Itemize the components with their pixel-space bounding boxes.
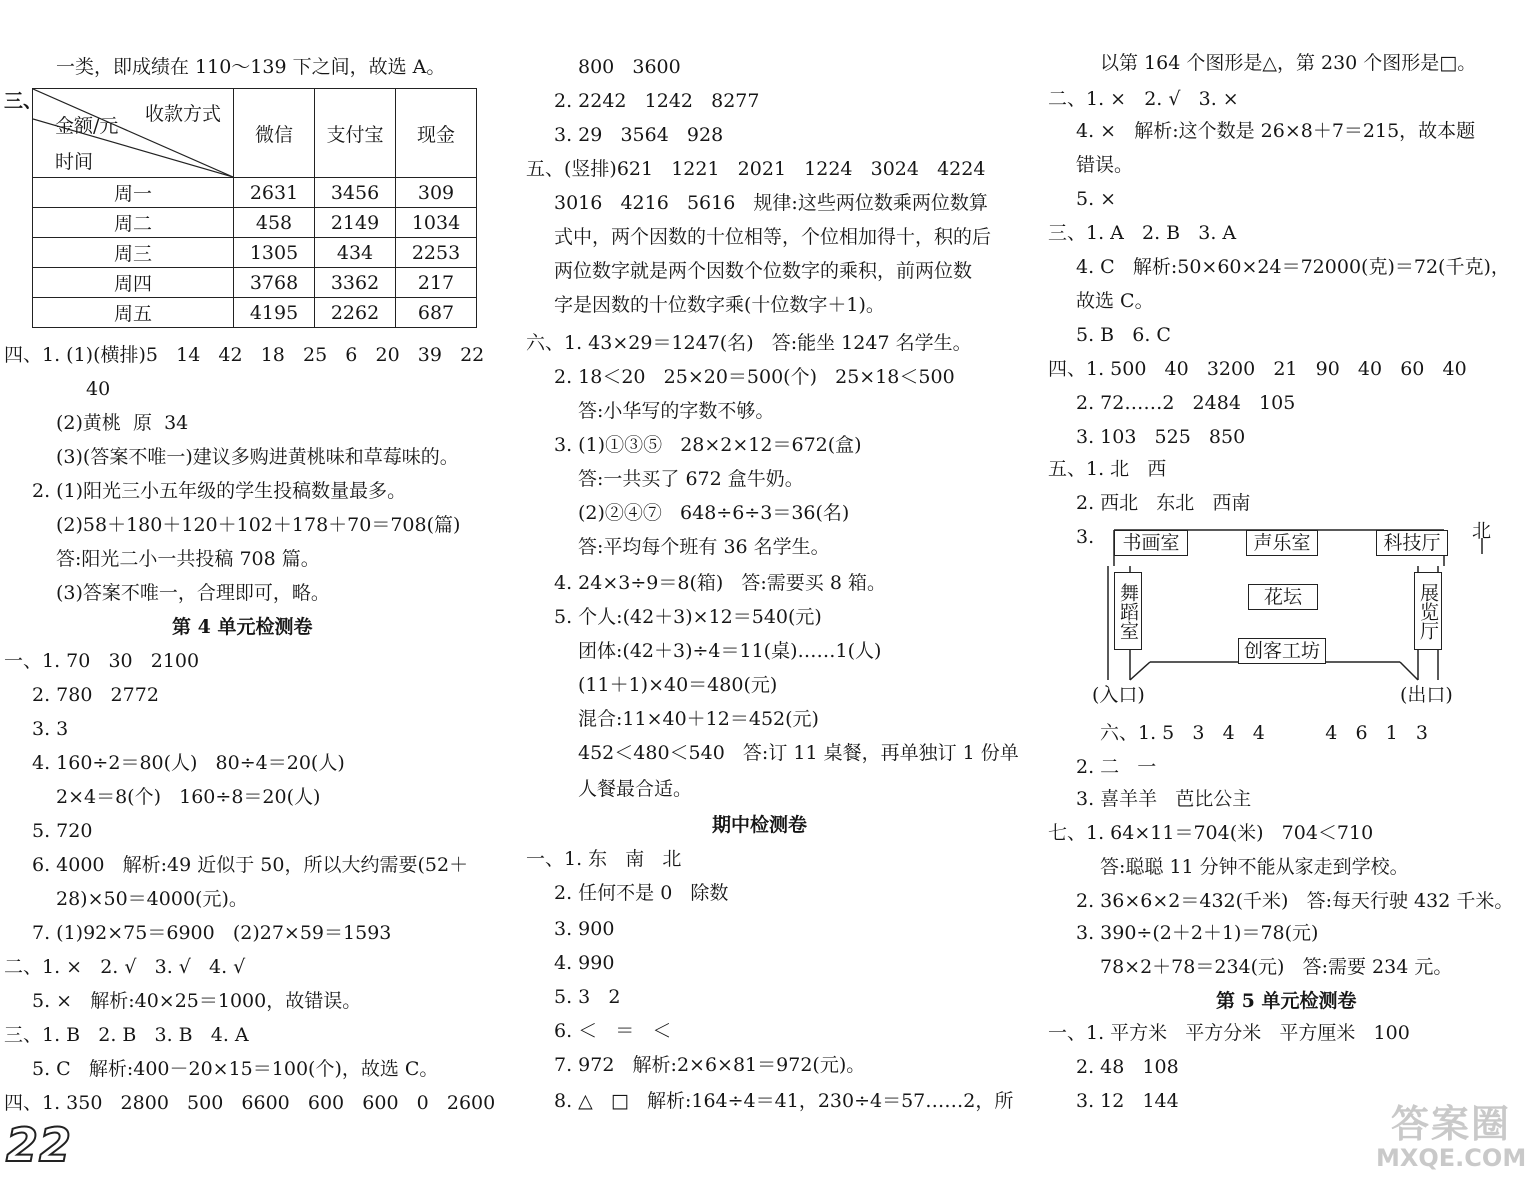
section-heading: 期中检测卷 <box>712 814 808 836</box>
text-line: 一、1. 70 30 2100 <box>4 650 200 672</box>
text-line: 2. 二 一 <box>1076 756 1157 778</box>
text-line: 式中，两个因数的十位相等，个位相加得十，积的后 <box>554 226 992 248</box>
text-line: 错误。 <box>1076 154 1134 176</box>
watermark-url: MXQE.COM <box>1376 1144 1527 1172</box>
text-line: 答:聪聪 11 分钟不能从家走到学校。 <box>1100 856 1409 878</box>
text-line: 一、1. 东 南 北 <box>526 848 682 870</box>
room-calligraphy: 书画室 <box>1114 530 1188 556</box>
row-day: 周三 <box>33 238 234 268</box>
text-line: 2. 西北 东北 西南 <box>1076 492 1251 514</box>
row-day: 周五 <box>33 298 234 328</box>
text-line: 3016 4216 5616 规律:这些两位数乘两位数算 <box>554 192 988 214</box>
text-line: 2×4＝8(个) 160÷8＝20(人) <box>56 786 321 808</box>
text-line: 3. 900 <box>554 918 615 940</box>
watermark <box>1376 1103 1526 1171</box>
text-line: 答:小华写的字数不够。 <box>578 400 775 422</box>
table-cell: 2149 <box>315 208 396 238</box>
text-line: 40 <box>86 378 111 400</box>
text-line: 团体:(42＋3)÷4＝11(桌)……1(人) <box>578 640 882 662</box>
text-line: 5. × <box>1076 188 1117 210</box>
text-line: 5. 个人:(42＋3)×12＝540(元) <box>554 606 822 628</box>
section-heading: 第 5 单元检测卷 <box>1216 990 1357 1012</box>
text-line: 四、1. 350 2800 500 6600 600 600 0 2600 <box>4 1092 496 1114</box>
text-line: 2. 任何不是 0 除数 <box>554 882 729 904</box>
text-line: 混合:11×40＋12＝452(元) <box>578 708 819 730</box>
text-line: 6. 4000 解析:49 近似于 50，所以大约需要(52＋ <box>32 854 469 876</box>
room-maker-workshop: 创客工坊 <box>1238 638 1326 664</box>
text-line: 六、1. 5 3 4 4 4 6 1 3 <box>1100 722 1428 744</box>
text-line: 4. × 解析:这个数是 26×8＋7＝215，故本题 <box>1076 120 1476 142</box>
text-line: (2)58＋180＋120＋102＋178＋70＝708(篇) <box>56 514 461 536</box>
row-day: 周四 <box>33 268 234 298</box>
text-line: 5. 3 2 <box>554 986 621 1008</box>
text-line: 五、(竖排)621 1221 2021 1224 3024 4224 <box>526 158 986 180</box>
text-line: 5. 720 <box>32 820 93 842</box>
school-map-diagram <box>1092 520 1524 712</box>
table-cell: 2253 <box>396 238 477 268</box>
table-diagonal-header <box>33 89 234 178</box>
text-line: 28)×50＝4000(元)。 <box>56 888 248 910</box>
text-line: 答:一共买了 672 盒牛奶。 <box>578 468 804 490</box>
text-line: (3)(答案不唯一)建议多购进黄桃味和草莓味的。 <box>56 446 459 468</box>
text-line: 4. 990 <box>554 952 615 974</box>
text-line: 2. (1)阳光三小五年级的学生投稿数量最多。 <box>32 480 407 502</box>
text-line: 四、1. (1)(横排)5 14 42 18 25 6 20 39 22 <box>4 344 485 366</box>
text-line: 3. 390÷(2＋2＋1)＝78(元) <box>1076 922 1319 944</box>
text-line: 7. (1)92×75＝6900 (2)27×59＝1593 <box>32 922 392 944</box>
table-row <box>33 298 477 328</box>
text-line: (2)黄桃 原 34 <box>56 412 189 434</box>
table-cell: 1305 <box>234 238 315 268</box>
text-line: 字是因数的十位数字乘(十位数字＋1)。 <box>554 294 885 316</box>
text-line: 故选 C。 <box>1076 290 1154 312</box>
text-line: 78×2＋78＝234(元) 答:需要 234 元。 <box>1100 956 1453 978</box>
text-line: 800 3600 <box>578 56 681 78</box>
table-row <box>33 238 477 268</box>
column-header: 微信 <box>234 89 315 178</box>
text-line: 4. C 解析:50×60×24＝72000(克)＝72(千克)， <box>1076 256 1510 278</box>
table-row <box>33 268 477 298</box>
text-line: 5. × 解析:40×25＝1000，故错误。 <box>32 990 362 1012</box>
text-line: 三、1. B 2. B 3. B 4. A <box>4 1024 249 1046</box>
text-line: 答:阳光二小一共投稿 708 篇。 <box>56 548 320 570</box>
table-row <box>33 208 477 238</box>
north-label: 北 <box>1472 520 1492 542</box>
table-cell: 2262 <box>315 298 396 328</box>
text-line: 四、1. 500 40 3200 21 90 40 60 40 <box>1048 358 1467 380</box>
text-line: 2. 72……2 2484 105 <box>1076 392 1296 414</box>
text-line: 4. 160÷2＝80(人) 80÷4＝20(人) <box>32 752 345 774</box>
question-number: 3. <box>1076 526 1095 548</box>
header-amount: 金额/元 <box>55 115 119 137</box>
table-cell: 217 <box>396 268 477 298</box>
text-line: 7. 972 解析:2×6×81＝972(元)。 <box>554 1054 866 1076</box>
text-line: 2. 780 2772 <box>32 684 159 706</box>
table-cell: 1034 <box>396 208 477 238</box>
text-line: (3)答案不唯一，合理即可，略。 <box>56 582 330 604</box>
table-cell: 3456 <box>315 178 396 208</box>
table-cell: 2631 <box>234 178 315 208</box>
text-line: 七、1. 64×11＝704(米) 704＜710 <box>1048 822 1374 844</box>
text-line: 3. 103 525 850 <box>1076 426 1246 448</box>
text-line: 二、1. × 2. √ 3. × <box>1048 88 1239 110</box>
text-line: 六、1. 43×29＝1247(名) 答:能坐 1247 名学生。 <box>526 332 972 354</box>
text-line: 3. (1)①③⑤ 28×2×12＝672(盒) <box>554 434 862 456</box>
text-line: 一类，即成绩在 110～139 下之间，故选 A。 <box>56 56 446 78</box>
table-cell: 434 <box>315 238 396 268</box>
text-line: (11＋1)×40＝480(元) <box>578 674 778 696</box>
text-line: 2. 48 108 <box>1076 1056 1179 1078</box>
text-line: 6. ＜ ＝ ＜ <box>554 1020 672 1042</box>
text-line: 5. B 6. C <box>1076 324 1171 346</box>
text-line: 答:平均每个班有 36 名学生。 <box>578 536 830 558</box>
room-science: 科技厅 <box>1376 530 1448 556</box>
entrance-label: (入口) <box>1092 684 1145 706</box>
text-line: 三、1. A 2. B 3. A <box>1048 222 1237 244</box>
header-time: 时间 <box>55 151 94 173</box>
text-line: 452＜480＜540 答:订 11 桌餐，再单独订 1 份单 <box>578 742 1019 764</box>
text-line: 人餐最合适。 <box>578 778 693 800</box>
text-line: 以第 164 个图形是△，第 230 个图形是□。 <box>1100 52 1477 74</box>
row-day: 周一 <box>33 178 234 208</box>
text-line: 五、1. 北 西 <box>1048 458 1167 480</box>
text-line: 3. 3 <box>32 718 69 740</box>
text-line: 3. 喜羊羊 芭比公主 <box>1076 788 1252 810</box>
table-row <box>33 178 477 208</box>
table-cell: 309 <box>396 178 477 208</box>
payment-table <box>32 88 477 328</box>
room-vocal-music: 声乐室 <box>1246 530 1318 556</box>
text-line: 一、1. 平方米 平方分米 平方厘米 100 <box>1048 1022 1410 1044</box>
room-dance: 舞蹈室 <box>1114 572 1142 650</box>
text-line: 5. C 解析:400－20×15＝100(个)，故选 C。 <box>32 1058 439 1080</box>
section-heading: 第 4 单元检测卷 <box>172 616 313 638</box>
table-cell: 3768 <box>234 268 315 298</box>
exit-label: (出口) <box>1400 684 1453 706</box>
column-header: 现金 <box>396 89 477 178</box>
table-cell: 3362 <box>315 268 396 298</box>
text-line: (2)②④⑦ 648÷6÷3＝36(名) <box>578 502 850 524</box>
page-number: 22 <box>6 1118 73 1172</box>
text-line: 8. △ □ 解析:164÷4＝41，230÷4＝57……2，所 <box>554 1090 1014 1112</box>
text-line: 3. 12 144 <box>1076 1090 1179 1112</box>
text-line: 2. 2242 1242 8277 <box>554 90 760 112</box>
text-line: 2. 36×6×2＝432(千米) 答:每天行驶 432 千米。 <box>1076 890 1514 912</box>
row-day: 周二 <box>33 208 234 238</box>
table-cell: 4195 <box>234 298 315 328</box>
text-line: 4. 24×3÷9＝8(箱) 答:需要买 8 箱。 <box>554 572 886 594</box>
text-line: 两位数字就是两个因数个位数字的乘积，前两位数 <box>554 260 973 282</box>
text-line: 二、1. × 2. √ 3. √ 4. √ <box>4 956 246 978</box>
room-exhibition: 展览厅 <box>1414 572 1442 650</box>
watermark-title: 答案圈 <box>1390 1102 1511 1146</box>
header-payment-method: 收款方式 <box>145 103 222 125</box>
text-line: 3. 29 3564 928 <box>554 124 724 146</box>
section-label: 三、 <box>4 90 43 112</box>
text-line: 2. 18＜20 25×20＝500(个) 25×18＜500 <box>554 366 955 388</box>
table-cell: 687 <box>396 298 477 328</box>
table-cell: 458 <box>234 208 315 238</box>
column-header: 支付宝 <box>315 89 396 178</box>
flower-bed: 花坛 <box>1248 584 1318 610</box>
